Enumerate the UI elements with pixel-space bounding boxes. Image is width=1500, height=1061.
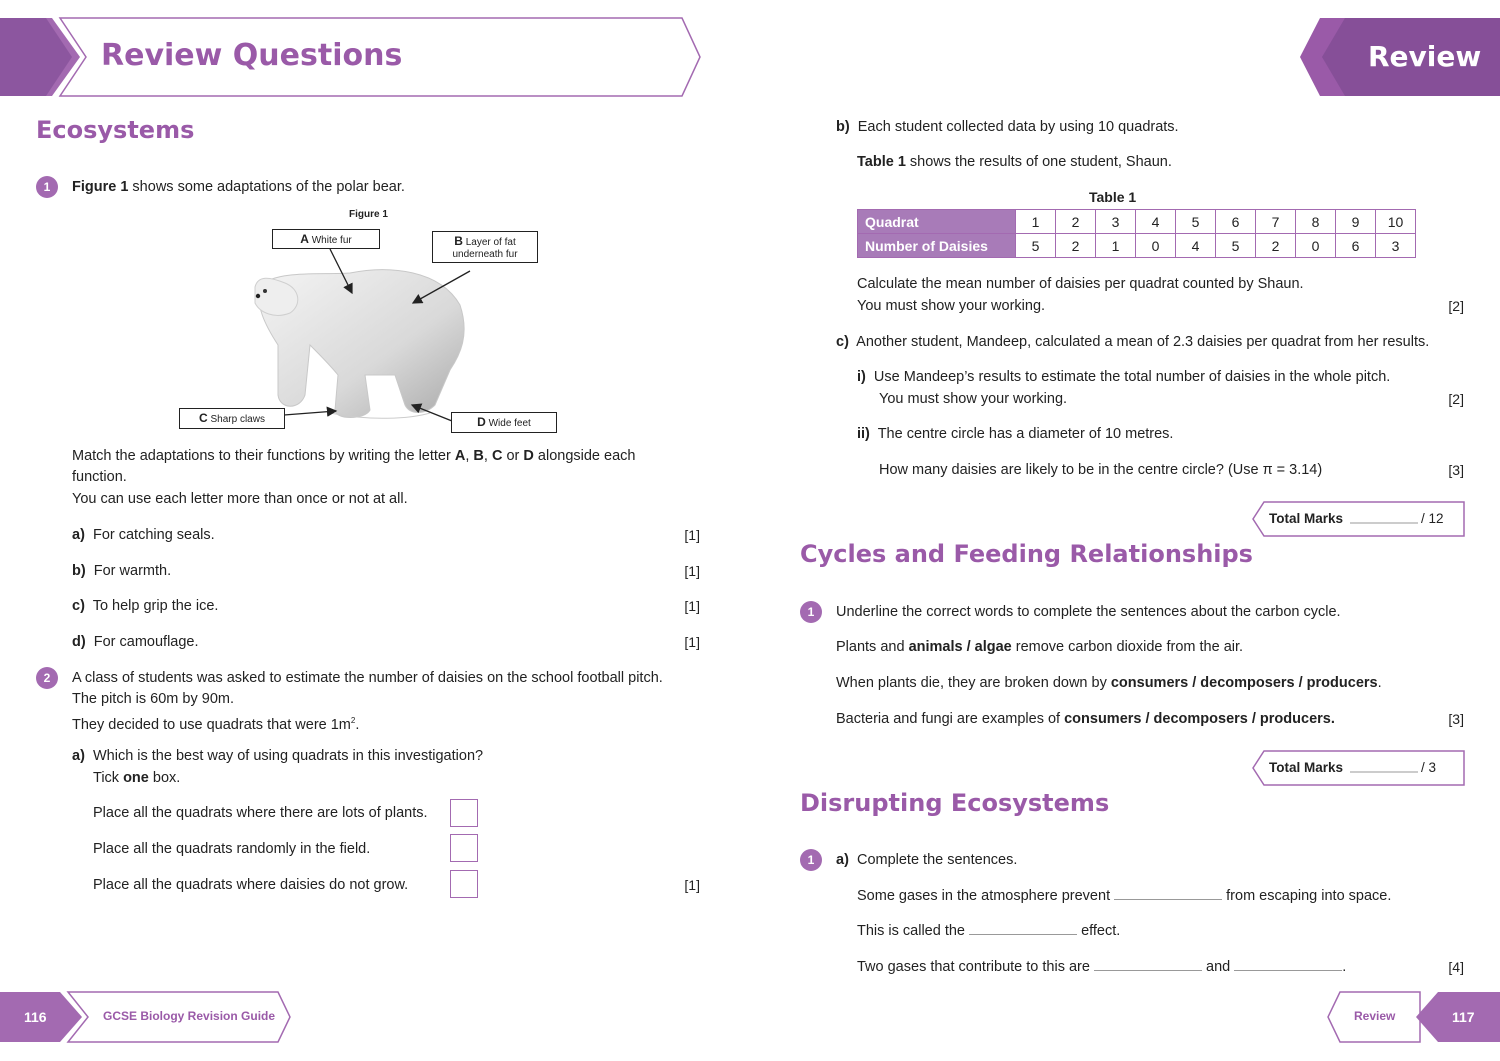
table-cell: 2	[1056, 210, 1096, 234]
q2a-option-3: Place all the quadrats where daisies do not grow.	[93, 877, 409, 893]
q2a-mark: [1]	[684, 877, 700, 893]
table-cell: 6	[1216, 210, 1256, 234]
q1-part-c: c) To help grip the ice.	[72, 598, 219, 614]
figure-label-c: C Sharp claws	[179, 408, 285, 429]
cycles-mark: [3]	[1448, 711, 1464, 727]
page-number-right: 117	[1452, 1009, 1475, 1025]
cycles-sentence-1: Plants and animals / algae remove carbon dioxide from the air.	[836, 639, 1244, 655]
figure-label-d: D Wide feet	[451, 412, 557, 433]
q2ci-mark: [2]	[1448, 391, 1464, 407]
table-cell: 10	[1376, 210, 1416, 234]
q1-part-b: b) For warmth.	[72, 563, 172, 579]
disrupting-sentence-1: Some gases in the atmosphere prevent from escaping into space.	[857, 888, 1392, 904]
question-number-cycles-1: 1	[800, 601, 822, 623]
q1-instruction-line2: function.	[72, 469, 127, 485]
question-number-1: 1	[36, 176, 58, 198]
table-header-daisies: Number of Daisies	[858, 234, 1016, 258]
total-marks-label-1: Total Marks	[1269, 511, 1344, 526]
q2b-mark: [2]	[1448, 298, 1464, 314]
q1-part-b-mark: [1]	[684, 563, 700, 579]
table-cell: 6	[1336, 234, 1376, 258]
table-cell: 5	[1176, 210, 1216, 234]
table-row-daisies	[858, 234, 1416, 258]
question-number-disrupting-1: 1	[800, 849, 822, 871]
q2c-line: c) Another student, Mandeep, calculated a mean of 2.3 daisies per quadrat from her results.	[836, 334, 1430, 350]
section-title-disrupting: Disrupting Ecosystems	[800, 789, 1110, 817]
q2-line2: The pitch is 60m by 90m.	[72, 691, 234, 707]
table-cell: 5	[1016, 234, 1056, 258]
blank-3[interactable]	[1094, 970, 1202, 971]
page-number-left: 116	[24, 1009, 47, 1025]
q2cii-mark: [3]	[1448, 462, 1464, 478]
tick-box-3[interactable]	[450, 870, 478, 898]
table-cell: 7	[1256, 210, 1296, 234]
footer-book-title: GCSE Biology Revision Guide	[103, 1009, 276, 1023]
page-title-left: Review Questions	[101, 38, 403, 73]
table-cell: 8	[1296, 210, 1336, 234]
q2a-line1: a) Which is the best way of using quadrats in this investigation?	[72, 748, 484, 764]
q1-part-d-mark: [1]	[684, 634, 700, 650]
q1-intro: Figure 1 shows some adaptations of the polar bear.	[72, 179, 405, 195]
q2b-line1: b) Each student collected data by using 10 quadrats.	[836, 119, 1179, 135]
table-cell: 5	[1216, 234, 1256, 258]
q1-part-a: a) For catching seals.	[72, 527, 215, 543]
section-title-cycles: Cycles and Feeding Relationships	[800, 540, 1253, 568]
q1-part-d: d) For camouflage.	[72, 634, 199, 650]
tick-box-2[interactable]	[450, 834, 478, 862]
q2b-calc-line2: You must show your working.	[857, 298, 1046, 314]
q1-part-c-mark: [1]	[684, 598, 700, 614]
cycles-sentence-3: Bacteria and fungi are examples of consumers / decomposers / producers.	[836, 711, 1335, 727]
blank-1[interactable]	[1114, 899, 1222, 900]
figure-caption: Figure 1	[349, 209, 388, 220]
q2b-calc-line1: Calculate the mean number of daisies per quadrat counted by Shaun.	[857, 276, 1304, 292]
table-cell: 2	[1256, 234, 1296, 258]
q2cii-line1: ii) The centre circle has a diameter of 10 metres.	[857, 426, 1174, 442]
q2ci-line1: i) Use Mandeep’s results to estimate the total number of daisies in the whole pitch.	[857, 369, 1391, 385]
footer-review-label: Review	[1354, 1009, 1396, 1023]
q1-instruction-line3: You can use each letter more than once or not at all.	[72, 491, 408, 507]
table-cell: 3	[1376, 234, 1416, 258]
table-cell: 1	[1096, 234, 1136, 258]
table-cell: 0	[1136, 234, 1176, 258]
table-cell: 4	[1136, 210, 1176, 234]
cycles-sentence-2: When plants die, they are broken down by consumers / decomposers / producers.	[836, 675, 1382, 691]
figure-label-a: A White fur	[272, 229, 380, 249]
q2a-option-1: Place all the quadrats where there are lots of plants.	[93, 805, 428, 821]
q1-instruction-line1: Match the adaptations to their functions by writing the letter A, B, C or D alongside each	[72, 448, 636, 464]
q2cii-line2: How many daisies are likely to be in the centre circle? (Use π = 3.14)	[879, 462, 1323, 478]
page-title-right: Review	[1368, 40, 1482, 73]
table-cell: 3	[1096, 210, 1136, 234]
blank-2[interactable]	[969, 934, 1077, 935]
cycles-intro: Underline the correct words to complete the sentences about the carbon cycle.	[836, 604, 1341, 620]
table-header-quadrat: Quadrat	[858, 210, 1016, 234]
table-cell: 2	[1056, 234, 1096, 258]
total-marks-value-2: / 3	[1421, 760, 1437, 775]
table-row-quadrat	[858, 210, 1416, 234]
table-title: Table 1	[1089, 189, 1137, 205]
table-cell: 9	[1336, 210, 1376, 234]
section-title-ecosystems: Ecosystems	[36, 116, 195, 144]
table-cell: 0	[1296, 234, 1336, 258]
blank-4[interactable]	[1234, 970, 1342, 971]
total-marks-value-1: / 12	[1421, 511, 1444, 526]
q1-part-a-mark: [1]	[684, 527, 700, 543]
q2a-line2: Tick one box.	[93, 770, 181, 786]
q2-line1: A class of students was asked to estimate the number of daisies on the school football pitch.	[72, 670, 663, 686]
disrupting-sentence-2: This is called the effect.	[857, 923, 1121, 939]
q2ci-line2: You must show your working.	[879, 391, 1068, 407]
q2-line3: They decided to use quadrats that were $1m^2$.	[72, 716, 360, 733]
disrupting-mark: [4]	[1448, 959, 1464, 975]
table-cell: 4	[1176, 234, 1216, 258]
question-number-2: 2	[36, 667, 58, 689]
q2a-option-2: Place all the quadrats randomly in the field.	[93, 841, 371, 857]
figure-label-b: B Layer of fat underneath fur	[432, 231, 538, 263]
q2b-line2: Table 1 shows the results of one student, Shaun.	[857, 154, 1172, 170]
disrupting-sentence-3: Two gases that contribute to this are and .	[857, 959, 1347, 975]
table-cell: 1	[1016, 210, 1056, 234]
daisy-table	[857, 209, 1416, 258]
tick-box-1[interactable]	[450, 799, 478, 827]
disrupting-intro: a) Complete the sentences.	[836, 852, 1018, 868]
total-marks-label-2: Total Marks	[1269, 760, 1344, 775]
